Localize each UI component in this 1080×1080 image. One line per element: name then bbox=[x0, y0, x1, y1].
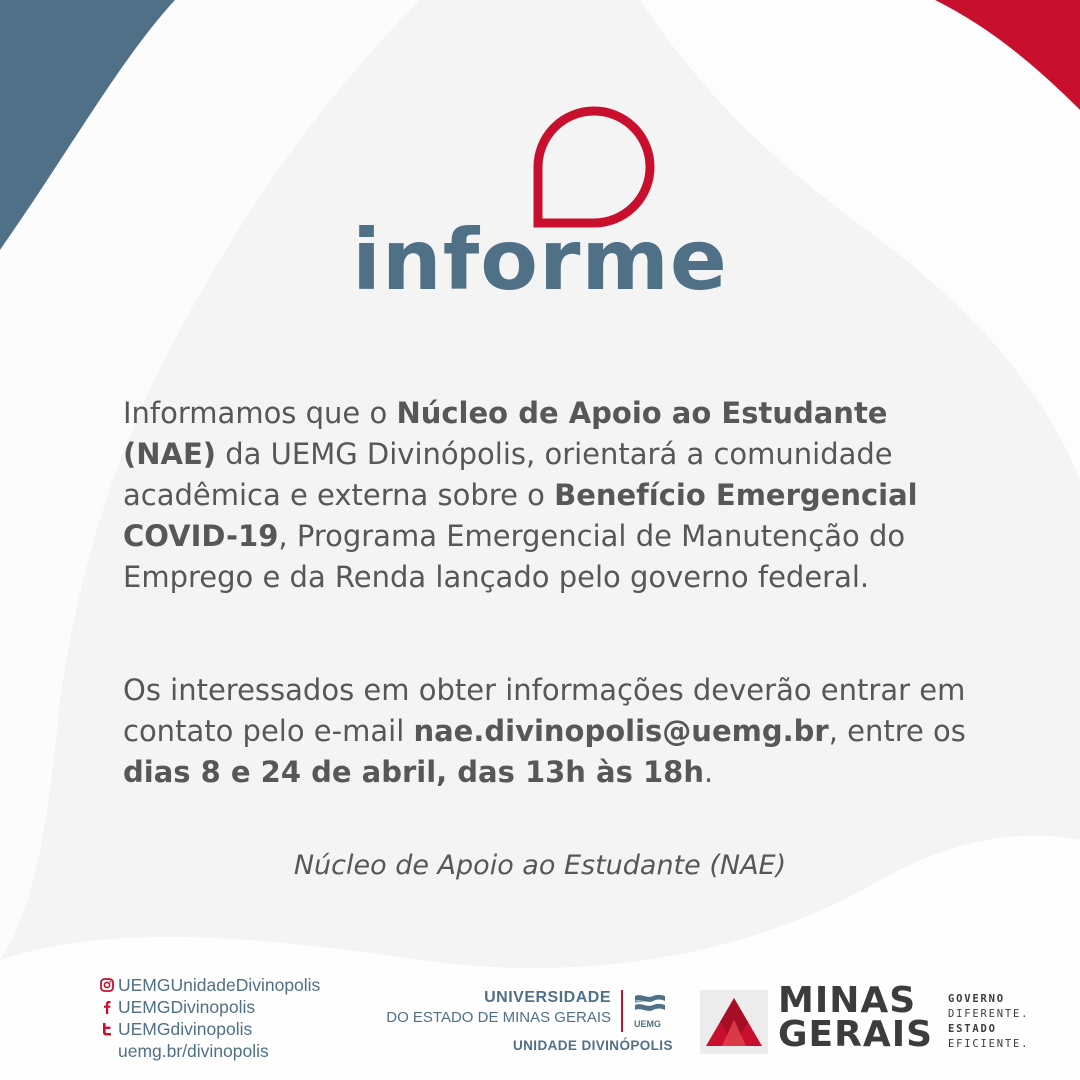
uemg-emblem-label: UEMG bbox=[634, 1019, 661, 1029]
emphasis-text: dias 8 e 24 de abril, das 13h às 18h bbox=[123, 755, 704, 789]
slogan-line-1: GOVERNO bbox=[948, 993, 1005, 1005]
emphasis-text: Núcleo de Apoio ao Estudante (NAE) bbox=[123, 396, 888, 471]
informe-logo-text: informe bbox=[352, 211, 728, 309]
uemg-logo bbox=[383, 988, 673, 1058]
slogan-line-2: DIFERENTE. bbox=[948, 1008, 1030, 1020]
body-text-run: . bbox=[703, 755, 714, 789]
twitter-link[interactable] bbox=[100, 1018, 320, 1040]
facebook-handle: UEMGDivinopolis bbox=[118, 997, 256, 1017]
minas-gerais-emblem-icon bbox=[700, 990, 768, 1054]
twitter-handle: UEMGdivinopolis bbox=[118, 1019, 253, 1039]
uemg-divider bbox=[621, 990, 623, 1032]
body-text-run: , entre os bbox=[828, 714, 966, 748]
instagram-icon bbox=[100, 978, 114, 992]
message-paragraph-1 bbox=[123, 393, 983, 598]
slogan-line-4: EFICIENTE. bbox=[948, 1038, 1030, 1050]
body-text-run: Os interessados em obter informações deverão entrar em contato pelo e-mail bbox=[123, 673, 966, 748]
message-paragraph-2 bbox=[123, 670, 983, 793]
twitter-icon bbox=[100, 1022, 114, 1036]
uemg-unit-name: UNIDADE DIVINÓPOLIS bbox=[513, 1038, 673, 1053]
body-text-run: da UEMG Divinópolis, orientará a comunidade acadêmica e externa sobre o bbox=[123, 437, 893, 512]
website-url: uemg.br/divinopolis bbox=[118, 1041, 269, 1061]
instagram-handle: UEMGUnidadeDivinopolis bbox=[118, 975, 321, 995]
emphasis-text: Benefício Emergencial COVID-19 bbox=[123, 478, 918, 553]
social-links bbox=[100, 974, 320, 1062]
minas-gerais-wordmark bbox=[778, 980, 934, 1055]
instagram-link[interactable] bbox=[100, 974, 320, 996]
slogan-line-3: ESTADO bbox=[948, 1023, 997, 1035]
uemg-name-line-2: DO ESTADO DE MINAS GERAIS bbox=[386, 1009, 611, 1026]
minas-gerais-slogan bbox=[948, 992, 1029, 1052]
signature: Núcleo de Apoio ao Estudante (NAE) bbox=[293, 850, 787, 881]
body-text-run: , Programa Emergencial de Manutenção do Emprego e da Renda lançado pelo governo federal. bbox=[123, 519, 906, 594]
minas-gerais-name-line-1: MINAS bbox=[778, 980, 917, 1021]
emphasis-text: nae.divinopolis@uemg.br bbox=[413, 714, 829, 748]
website-link[interactable] bbox=[100, 1040, 320, 1062]
body-text-run: Informamos que o bbox=[123, 396, 397, 430]
uemg-emblem-icon bbox=[633, 992, 667, 1018]
facebook-link[interactable] bbox=[100, 996, 320, 1018]
uemg-name-line-1: UNIVERSIDADE bbox=[484, 989, 611, 1006]
facebook-icon bbox=[100, 1000, 114, 1014]
minas-gerais-name-line-2: GERAIS bbox=[778, 1014, 934, 1055]
